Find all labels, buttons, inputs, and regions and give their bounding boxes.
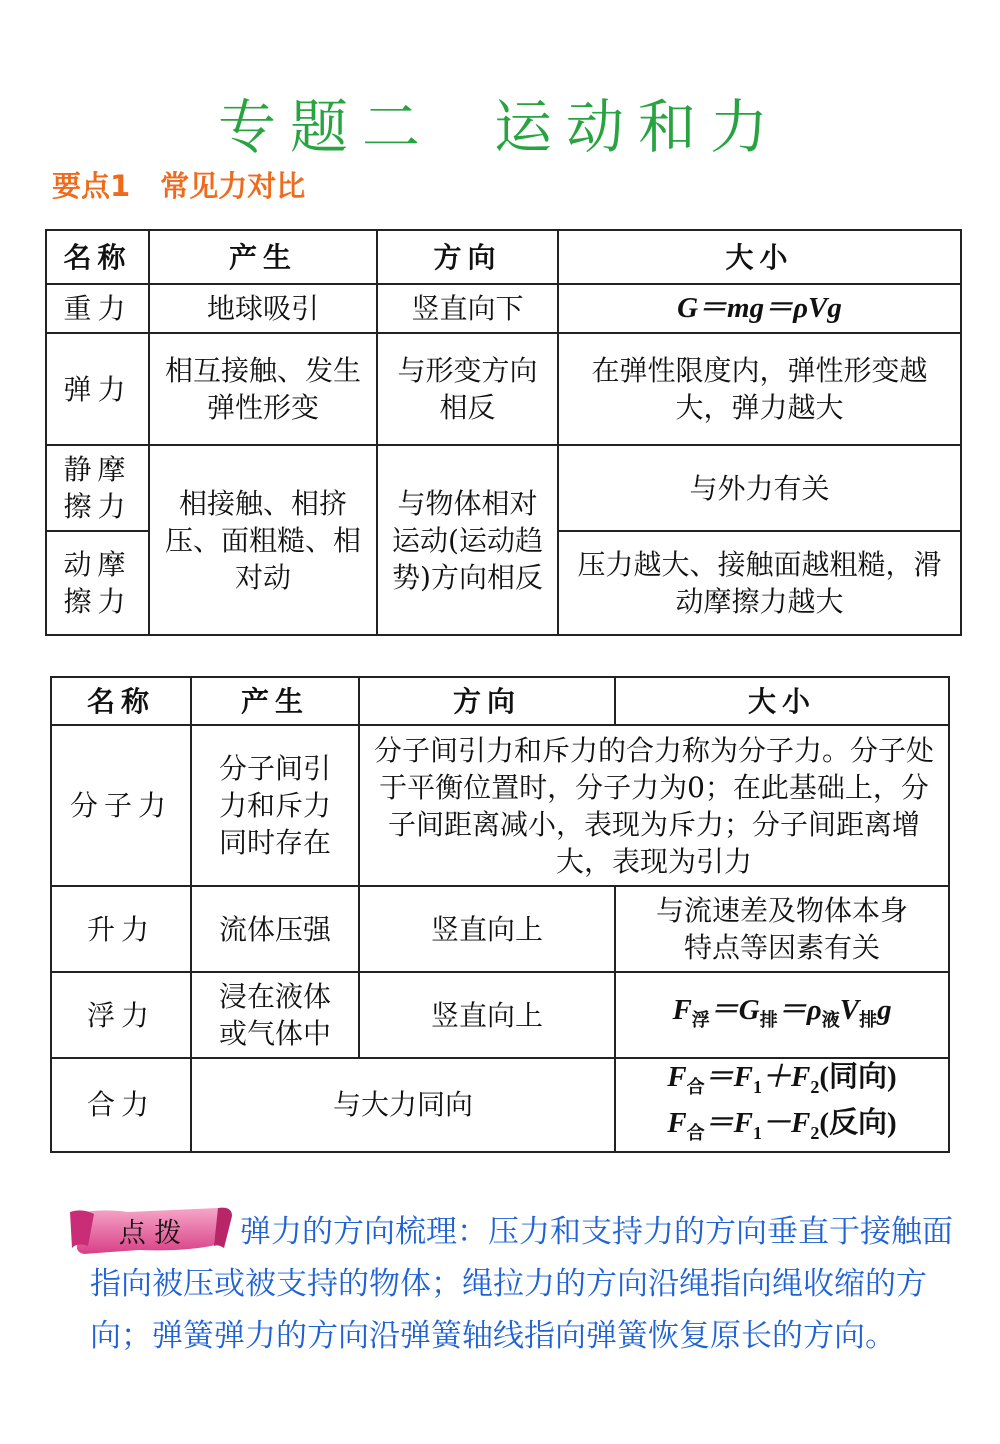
friction-cause: 相接触、相挤压、面粗糙、相对动: [149, 445, 377, 635]
table-row: [51, 725, 949, 886]
elastic-magnitude: 在弹性限度内，弹性形变越大，弹力越大: [558, 333, 961, 445]
gravity-formula: G＝mg＝ρVg: [558, 284, 961, 333]
elastic-direction: 与形变方向相反: [377, 333, 558, 445]
resultant-formula-opposite: $F_合=F_1-F_2$(反向): [667, 1106, 897, 1143]
elastic-cause: 相互接触、发生弹性形变: [149, 333, 377, 445]
tip-text: 弹力的方向梳理：压力和支持力的方向垂直于接触面指向被压或被支持的物体；绳拉力的方向沿绳指向绳收缩的方向；弹簧弹力的方向沿弹簧轴线指向弹簧恢复原长的方向。: [90, 1214, 953, 1354]
header-direction: 方向: [377, 230, 558, 284]
section-name: 常见力对比: [160, 169, 306, 203]
force-comparison-table-2: [50, 676, 950, 1153]
header-cause: 产生: [191, 677, 359, 725]
buoyancy-formula: $F_浮=G_排=\rho_液V_排g$: [615, 972, 949, 1058]
header-cause: 产生: [149, 230, 377, 284]
buoyancy-cause: 浸在液体或气体中: [191, 972, 359, 1058]
header-direction: 方向: [359, 677, 615, 725]
table-row: [51, 1058, 949, 1152]
kinetic-friction-name: 动摩擦力: [46, 531, 149, 635]
table-row: [51, 886, 949, 972]
table-header-row: [46, 230, 961, 284]
section-heading: [52, 164, 305, 205]
table-header-row: [51, 677, 949, 725]
lift-cause: 流体压强: [191, 886, 359, 972]
title-part2: 运动和力: [494, 93, 783, 161]
lift-name: 升力: [51, 886, 191, 972]
title-part1: 专题二: [217, 93, 434, 161]
header-magnitude: 大小: [615, 677, 949, 725]
elastic-name: 弹力: [46, 333, 149, 445]
page-title: [0, 80, 1000, 164]
molecular-cause: 分子间引力和斥力同时存在: [191, 725, 359, 886]
buoyancy-name: 浮力: [51, 972, 191, 1058]
static-friction-name: 静摩擦力: [46, 445, 149, 531]
tip-badge-label: 点 拨: [118, 1218, 182, 1249]
table-row: [46, 445, 961, 531]
table-row: [46, 333, 961, 445]
force-comparison-table-1: [45, 229, 962, 636]
gravity-direction: 竖直向下: [377, 284, 558, 333]
resultant-direction: 与大力同向: [191, 1058, 615, 1152]
lift-direction: 竖直向上: [359, 886, 615, 972]
header-name: 名称: [46, 230, 149, 284]
resultant-formula-same: $F_合=F_1+F_2$(同向): [667, 1061, 897, 1097]
gravity-name: 重力: [46, 284, 149, 333]
lift-magnitude: 与流速差及物体本身特点等因素有关: [615, 886, 949, 972]
table-row: [46, 284, 961, 333]
section-label: 要点1: [52, 169, 131, 203]
buoyancy-direction: 竖直向上: [359, 972, 615, 1058]
static-friction-magnitude: 与外力有关: [558, 445, 961, 531]
resultant-formula: [615, 1058, 949, 1152]
friction-direction: 与物体相对运动(运动趋势)方向相反: [377, 445, 558, 635]
resultant-name: 合力: [51, 1058, 191, 1152]
gravity-cause: 地球吸引: [149, 284, 377, 333]
table-row: [51, 972, 949, 1058]
header-name: 名称: [51, 677, 191, 725]
header-magnitude: 大小: [558, 230, 961, 284]
kinetic-friction-magnitude: 压力越大、接触面越粗糙，滑动摩擦力越大: [558, 531, 961, 635]
molecular-description: 分子间引力和斥力的合力称为分子力。分子处于平衡位置时，分子力为0；在此基础上，分子间距离减小，表现为斥力；分子间距离增大，表现为引力: [359, 725, 949, 886]
molecular-name: 分子力: [51, 725, 191, 886]
